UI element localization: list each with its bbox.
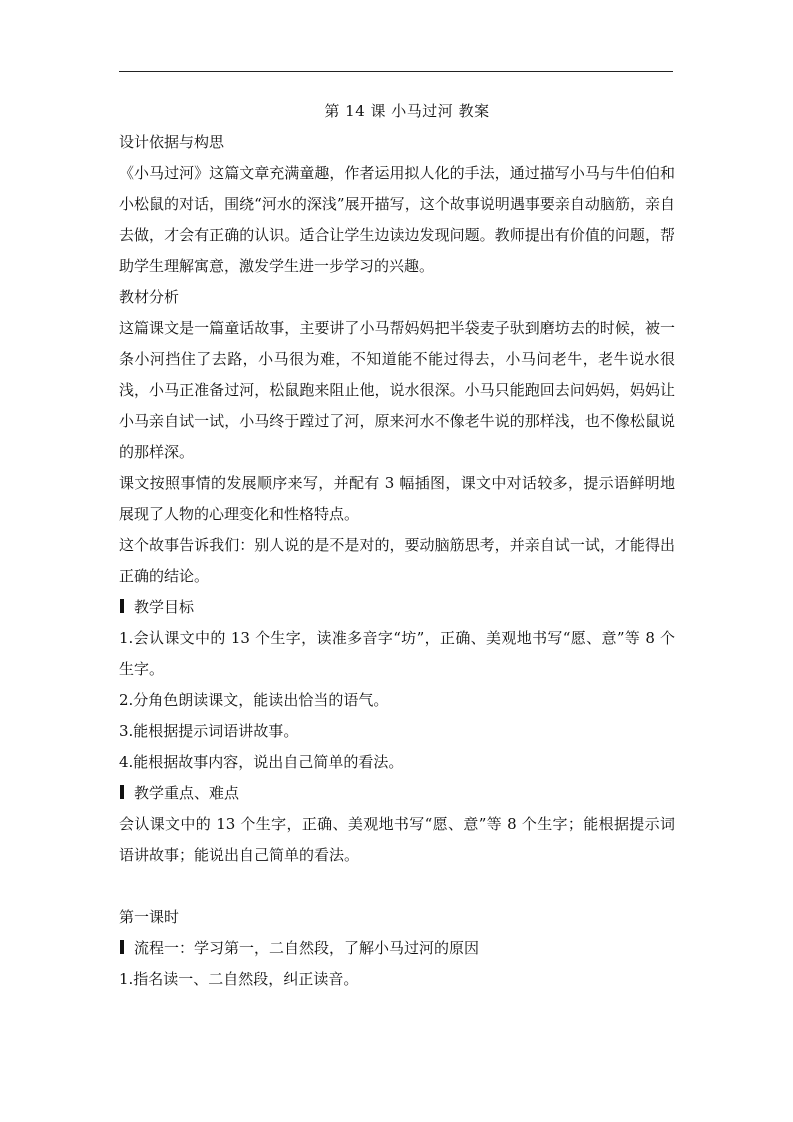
header-rule [119, 71, 673, 72]
document-title: 第 14 课 小马过河 教案 [324, 102, 490, 120]
lesson-item-1: 1.指名读一、二自然段，纠正读音。 [119, 970, 359, 988]
process-heading-text: 流程一：学习第一，二自然段，了解小马过河的原因 [134, 939, 480, 957]
analysis-heading: 教材分析 [119, 288, 180, 306]
analysis-paragraph-3: 这个故事告诉我们：别人说的是不是对的，要动脑筋思考，并亲自试一试，才能得出正确的结论。 [119, 536, 675, 585]
goals-heading-text: 教学目标 [134, 598, 195, 616]
design-paragraph: 《小马过河》这篇文章充满童趣，作者运用拟人化的手法，通过描写小马与牛伯伯和小松鼠的对话，围绕“河水的深浅”展开描写，这个故事说明遇事要亲自动脑筋，亲自去做，才会有正确的认识。适合让学生边读边发现问题。教师提出有价值的问题，帮助学生理解寓意，激发学生进一步学习的兴趣。 [119, 164, 675, 275]
heading-marker-icon [120, 940, 124, 954]
analysis-paragraph-2: 课文按照事情的发展顺序来写，并配有 3 幅插图，课文中对话较多，提示语鲜明地展现了人物的心理变化和性格特点。 [119, 474, 675, 523]
process-heading [119, 933, 675, 964]
goal-item-2: 2.分角色朗读课文，能读出恰当的语气。 [119, 691, 389, 709]
lesson-heading: 第一课时 [119, 908, 180, 926]
goal-item-3: 3.能根据提示词语讲故事。 [119, 722, 299, 740]
goals-heading [119, 592, 675, 623]
heading-marker-icon [120, 599, 124, 613]
goal-item-1: 1.会认课文中的 13 个生字，读准多音字“坊”，正确、美观地书写“愿、意”等 8 个生字。 [119, 629, 675, 678]
blank-line [119, 871, 675, 902]
heading-marker-icon [120, 785, 124, 799]
goal-item-4: 4.能根据故事内容，说出自己简单的看法。 [119, 753, 404, 771]
focus-heading [119, 778, 675, 809]
design-heading: 设计依据与构思 [119, 133, 225, 151]
analysis-paragraph-1: 这篇课文是一篇童话故事，主要讲了小马帮妈妈把半袋麦子驮到磨坊去的时候，被一条小河挡住了去路，小马很为难，不知道能不能过得去，小马问老牛，老牛说水很浅，小马正准备过河，松鼠跑来阻止他，说水很深。小马只能跑回去问妈妈，妈妈让小马亲自试一试，小马终于蹚过了河，原来河水不像老牛说的那样浅，也不像松鼠说的那样深。 [119, 319, 675, 461]
focus-paragraph: 会认课文中的 13 个生字，正确、美观地书写“愿、意”等 8 个生字；能根据提示词语讲故事；能说出自己简单的看法。 [119, 815, 675, 864]
focus-heading-text: 教学重点、难点 [134, 784, 240, 802]
document-body [119, 96, 675, 995]
